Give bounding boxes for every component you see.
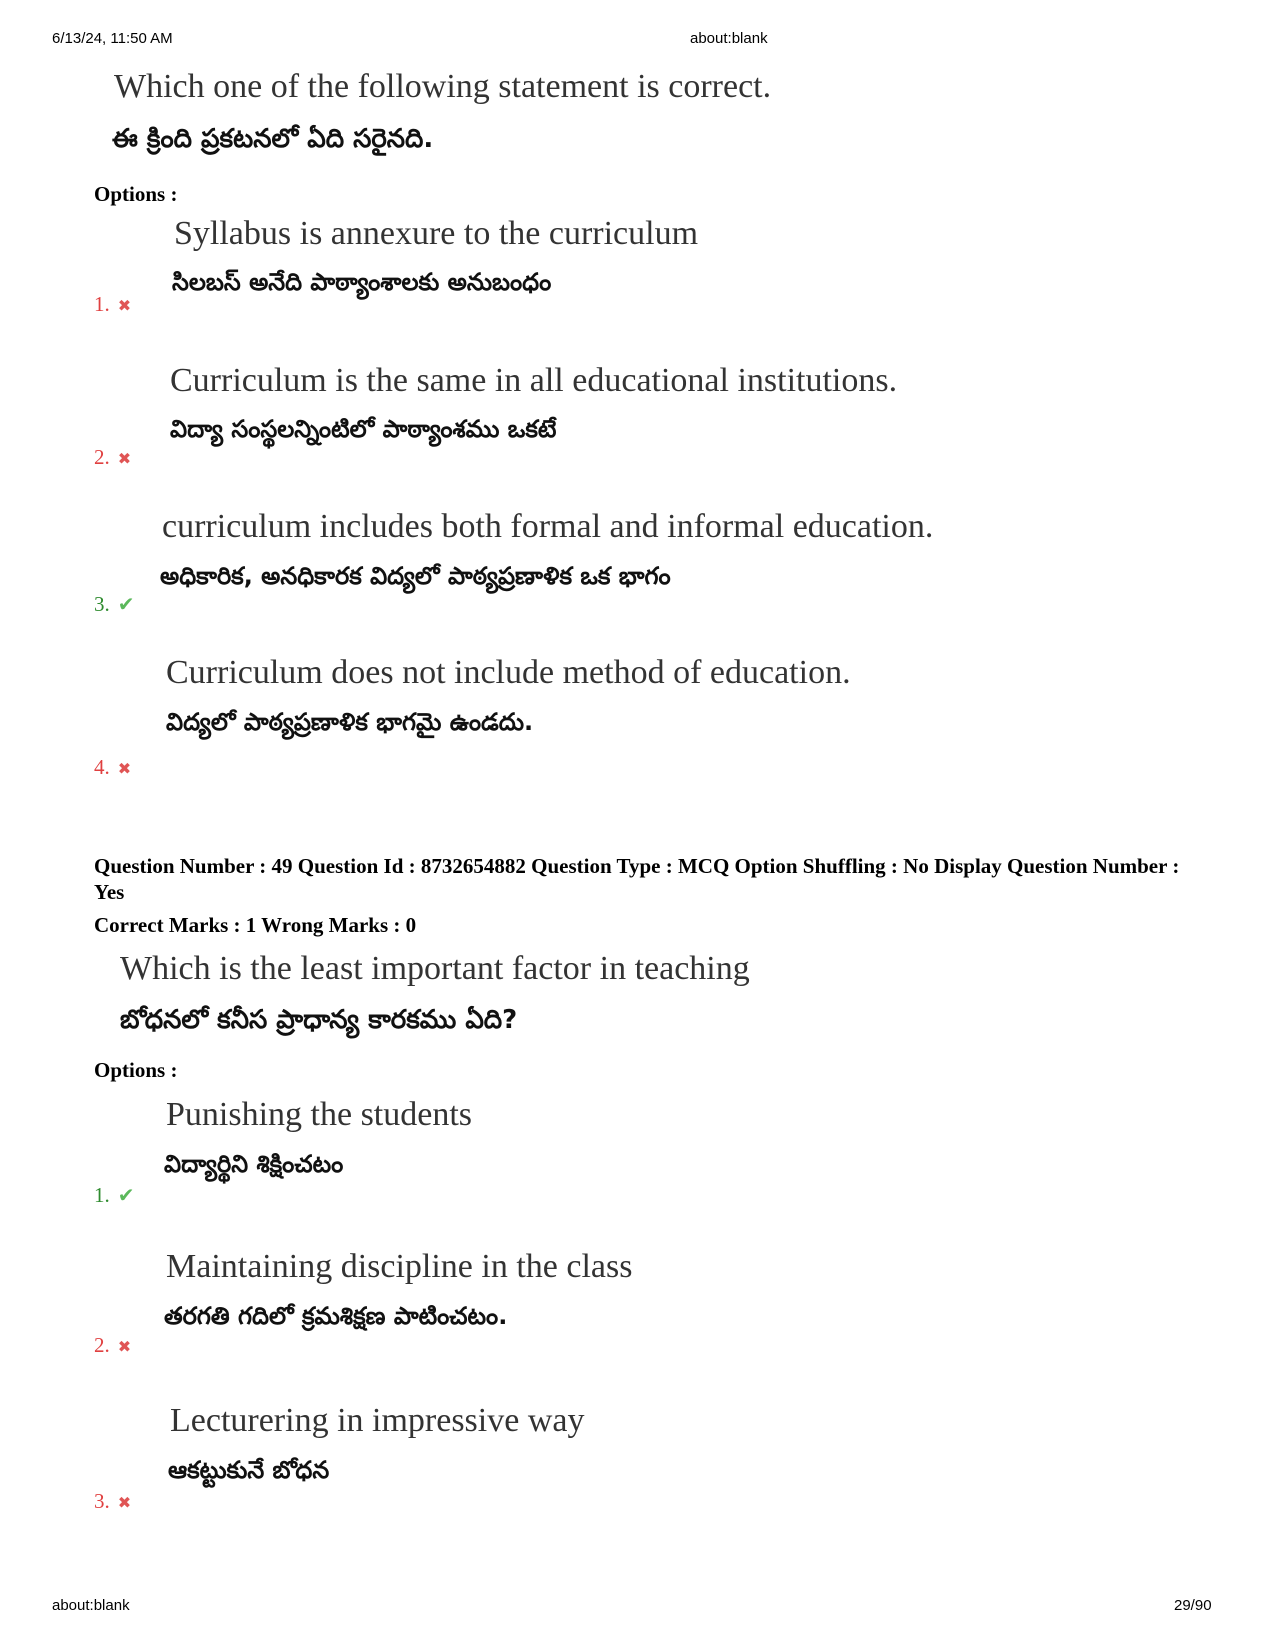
check-icon: ✔ xyxy=(117,592,135,616)
option-text-te: విద్యలో పాఠ్యప్రణాళిక భాగమై ఉండదు. xyxy=(166,708,534,736)
option-marker xyxy=(94,592,135,617)
option-text-en: Punishing the students xyxy=(166,1096,473,1133)
option-marker xyxy=(94,1183,135,1208)
option-number: 1. xyxy=(94,292,110,316)
cross-icon: ✖ xyxy=(117,449,132,468)
option-text-en: Lecturering in impressive way xyxy=(170,1402,585,1439)
option-text-en: Curriculum is the same in all educational institutions. xyxy=(170,362,898,399)
option-number: 2. xyxy=(94,445,110,469)
question-meta: Question Number : 49 Question Id : 8732654882 Question Type : MCQ Option Shuffling : No Display Question Number : Yes xyxy=(94,854,1180,904)
option-marker xyxy=(94,755,131,780)
option-marker xyxy=(94,292,131,317)
marks-line: Correct Marks : 1 Wrong Marks : 0 xyxy=(94,913,417,937)
print-datetime: 6/13/24, 11:50 AM xyxy=(52,30,173,47)
option-marker xyxy=(94,1333,131,1358)
cross-icon: ✖ xyxy=(117,296,132,315)
page-number: 29/90 xyxy=(1174,1597,1212,1614)
option-marker xyxy=(94,1489,131,1514)
question-text-en: Which is the least important factor in teaching xyxy=(120,950,750,987)
option-text-te: తరగతి గదిలో క్రమశిక్షణ పాటించటం. xyxy=(164,1302,508,1330)
option-text-te: ఆకట్టుకునే బోధన xyxy=(168,1456,330,1484)
option-text-te: అధికారిక, అనధికారక విద్యలో పాఠ్యప్రణాళిక ఒక భాగం xyxy=(160,562,671,590)
option-number: 2. xyxy=(94,1333,110,1357)
option-text-en: Maintaining discipline in the class xyxy=(166,1248,633,1285)
option-text-en: Curriculum does not include method of education. xyxy=(166,654,851,691)
print-title: about:blank xyxy=(690,30,768,47)
question-text-te: బోధనలో కనీస ప్రాధాన్య కారకము ఏది? xyxy=(120,1005,518,1035)
options-label: Options : xyxy=(94,182,178,206)
option-number: 3. xyxy=(94,592,110,616)
question-text-en: Which one of the following statement is correct. xyxy=(114,68,772,105)
option-marker xyxy=(94,445,131,470)
footer-url: about:blank xyxy=(52,1597,130,1614)
option-text-en: curriculum includes both formal and informal education. xyxy=(162,508,934,545)
option-text-te: సిలబస్ అనేది పాఠ్యాంశాలకు అనుబంధం xyxy=(172,268,552,296)
options-label: Options : xyxy=(94,1058,178,1082)
option-number: 1. xyxy=(94,1183,110,1207)
cross-icon: ✖ xyxy=(117,1337,132,1356)
option-number: 4. xyxy=(94,755,110,779)
option-text-te: విద్యార్థిని శిక్షించటం xyxy=(164,1150,344,1178)
option-number: 3. xyxy=(94,1489,110,1513)
check-icon: ✔ xyxy=(117,1183,135,1207)
option-text-te: విద్యా సంస్థలన్నింటిలో పాఠ్యాంశము ఒకటే xyxy=(170,415,557,443)
question-text-te: ఈ క్రింది ప్రకటనలో ఏది సరైనది. xyxy=(112,124,434,154)
option-text-en: Syllabus is annexure to the curriculum xyxy=(174,215,699,252)
cross-icon: ✖ xyxy=(117,1493,132,1512)
cross-icon: ✖ xyxy=(117,759,132,778)
